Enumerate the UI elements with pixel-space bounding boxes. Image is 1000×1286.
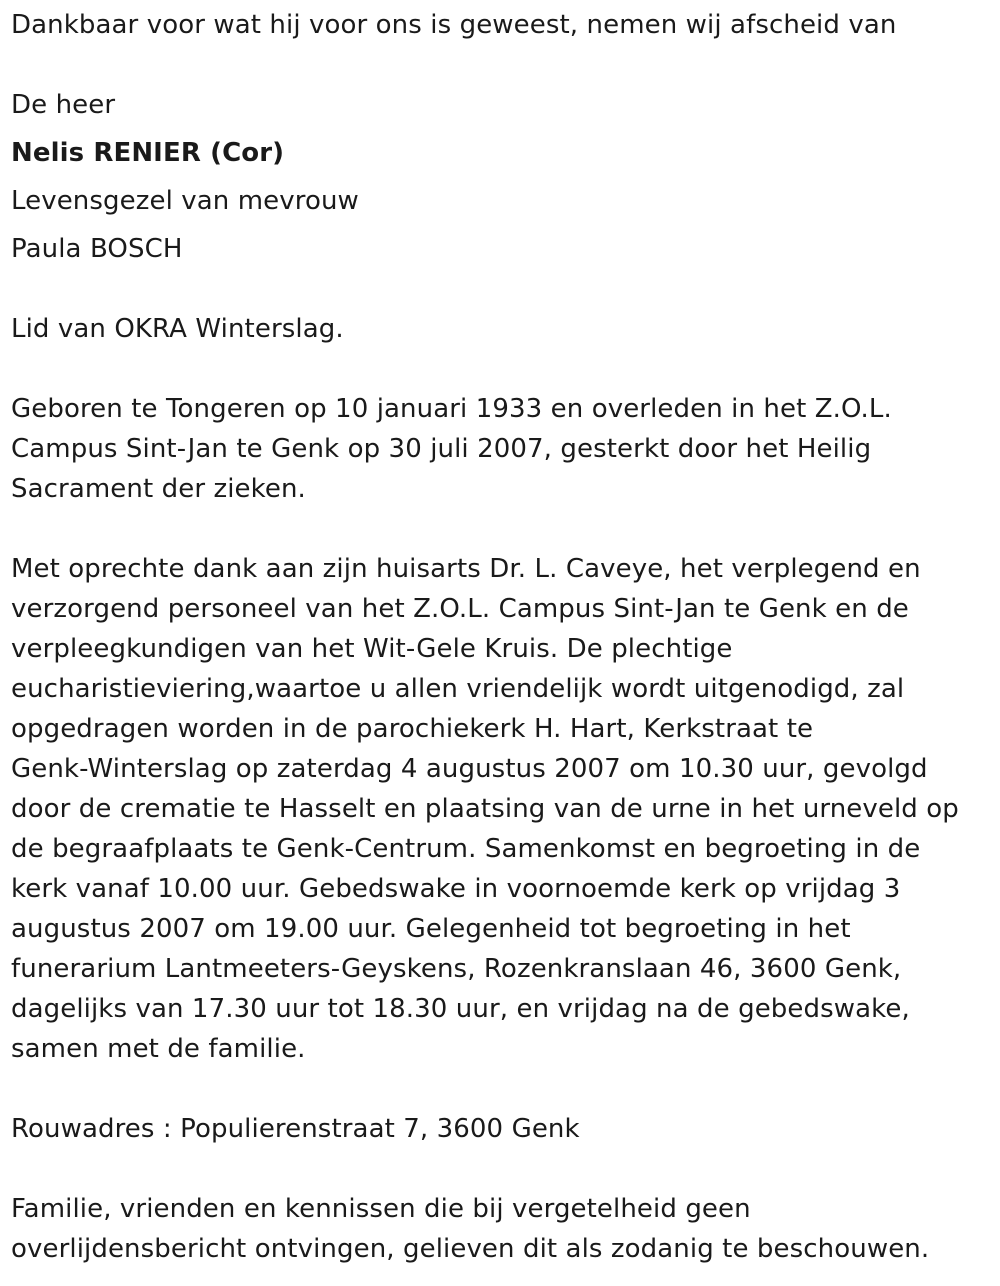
paragraph-line: verpleegkundigen van het Wit-Gele Kruis. De plechtige — [11, 634, 733, 664]
paragraph-line: Met oprechte dank aan zijn huisarts Dr. L. Caveye, het verplegend en — [11, 554, 921, 584]
paragraph-line: augustus 2007 om 19.00 uur. Gelegenheid tot begroeting in het — [11, 914, 851, 944]
salutation: De heer — [11, 90, 116, 120]
obituary-notice — [11, 0, 991, 1269]
paragraph-line: opgedragen worden in de parochiekerk H. Hart, Kerkstraat te — [11, 714, 814, 744]
paragraph-line: overlijdensbericht ontvingen, gelieven dit als zodanig te beschouwen. — [11, 1234, 930, 1264]
relation-line-2: Paula BOSCH — [11, 234, 183, 264]
relation-line-1: Levensgezel van mevrouw — [11, 186, 359, 216]
paragraph-line: de begraafplaats te Genk-Centrum. Samenkomst en begroeting in de — [11, 834, 921, 864]
paragraph-line: dagelijks van 17.30 uur tot 18.30 uur, en vrijdag na de gebedswake, — [11, 994, 910, 1024]
paragraph-line: Sacrament der zieken. — [11, 474, 306, 504]
birth-death-paragraph — [11, 389, 991, 509]
paragraph-line: eucharistieviering,waartoe u allen vriendelijk wordt uitgenodigd, zal — [11, 674, 905, 704]
mourning-address: Rouwadres : Populierenstraat 7, 3600 Genk — [11, 1114, 580, 1144]
paragraph-line: Geboren te Tongeren op 10 januari 1933 en overleden in het Z.O.L. — [11, 394, 892, 424]
paragraph-line: Familie, vrienden en kennissen die bij vergetelheid geen — [11, 1194, 751, 1224]
thanks-ceremony-paragraph — [11, 549, 991, 1069]
paragraph-line: funerarium Lantmeeters-Geyskens, Rozenkranslaan 46, 3600 Genk, — [11, 954, 902, 984]
paragraph-line: samen met de familie. — [11, 1034, 306, 1064]
paragraph-line: door de crematie te Hasselt en plaatsing van de urne in het urneveld op — [11, 794, 959, 824]
membership-text: Lid van OKRA Winterslag. — [11, 314, 344, 344]
paragraph-line: Campus Sint-Jan te Genk op 30 juli 2007, gesterkt door het Heilig — [11, 434, 872, 464]
deceased-name: Nelis RENIER (Cor) — [11, 138, 285, 168]
paragraph-line: Genk-Winterslag op zaterdag 4 augustus 2007 om 10.30 uur, gevolgd — [11, 754, 928, 784]
intro-text: Dankbaar voor wat hij voor ons is geweest, nemen wij afscheid van — [11, 10, 897, 40]
paragraph-line: kerk vanaf 10.00 uur. Gebedswake in voornoemde kerk op vrijdag 3 — [11, 874, 901, 904]
paragraph-line: verzorgend personeel van het Z.O.L. Campus Sint-Jan te Genk en de — [11, 594, 909, 624]
closing-paragraph — [11, 1189, 991, 1269]
